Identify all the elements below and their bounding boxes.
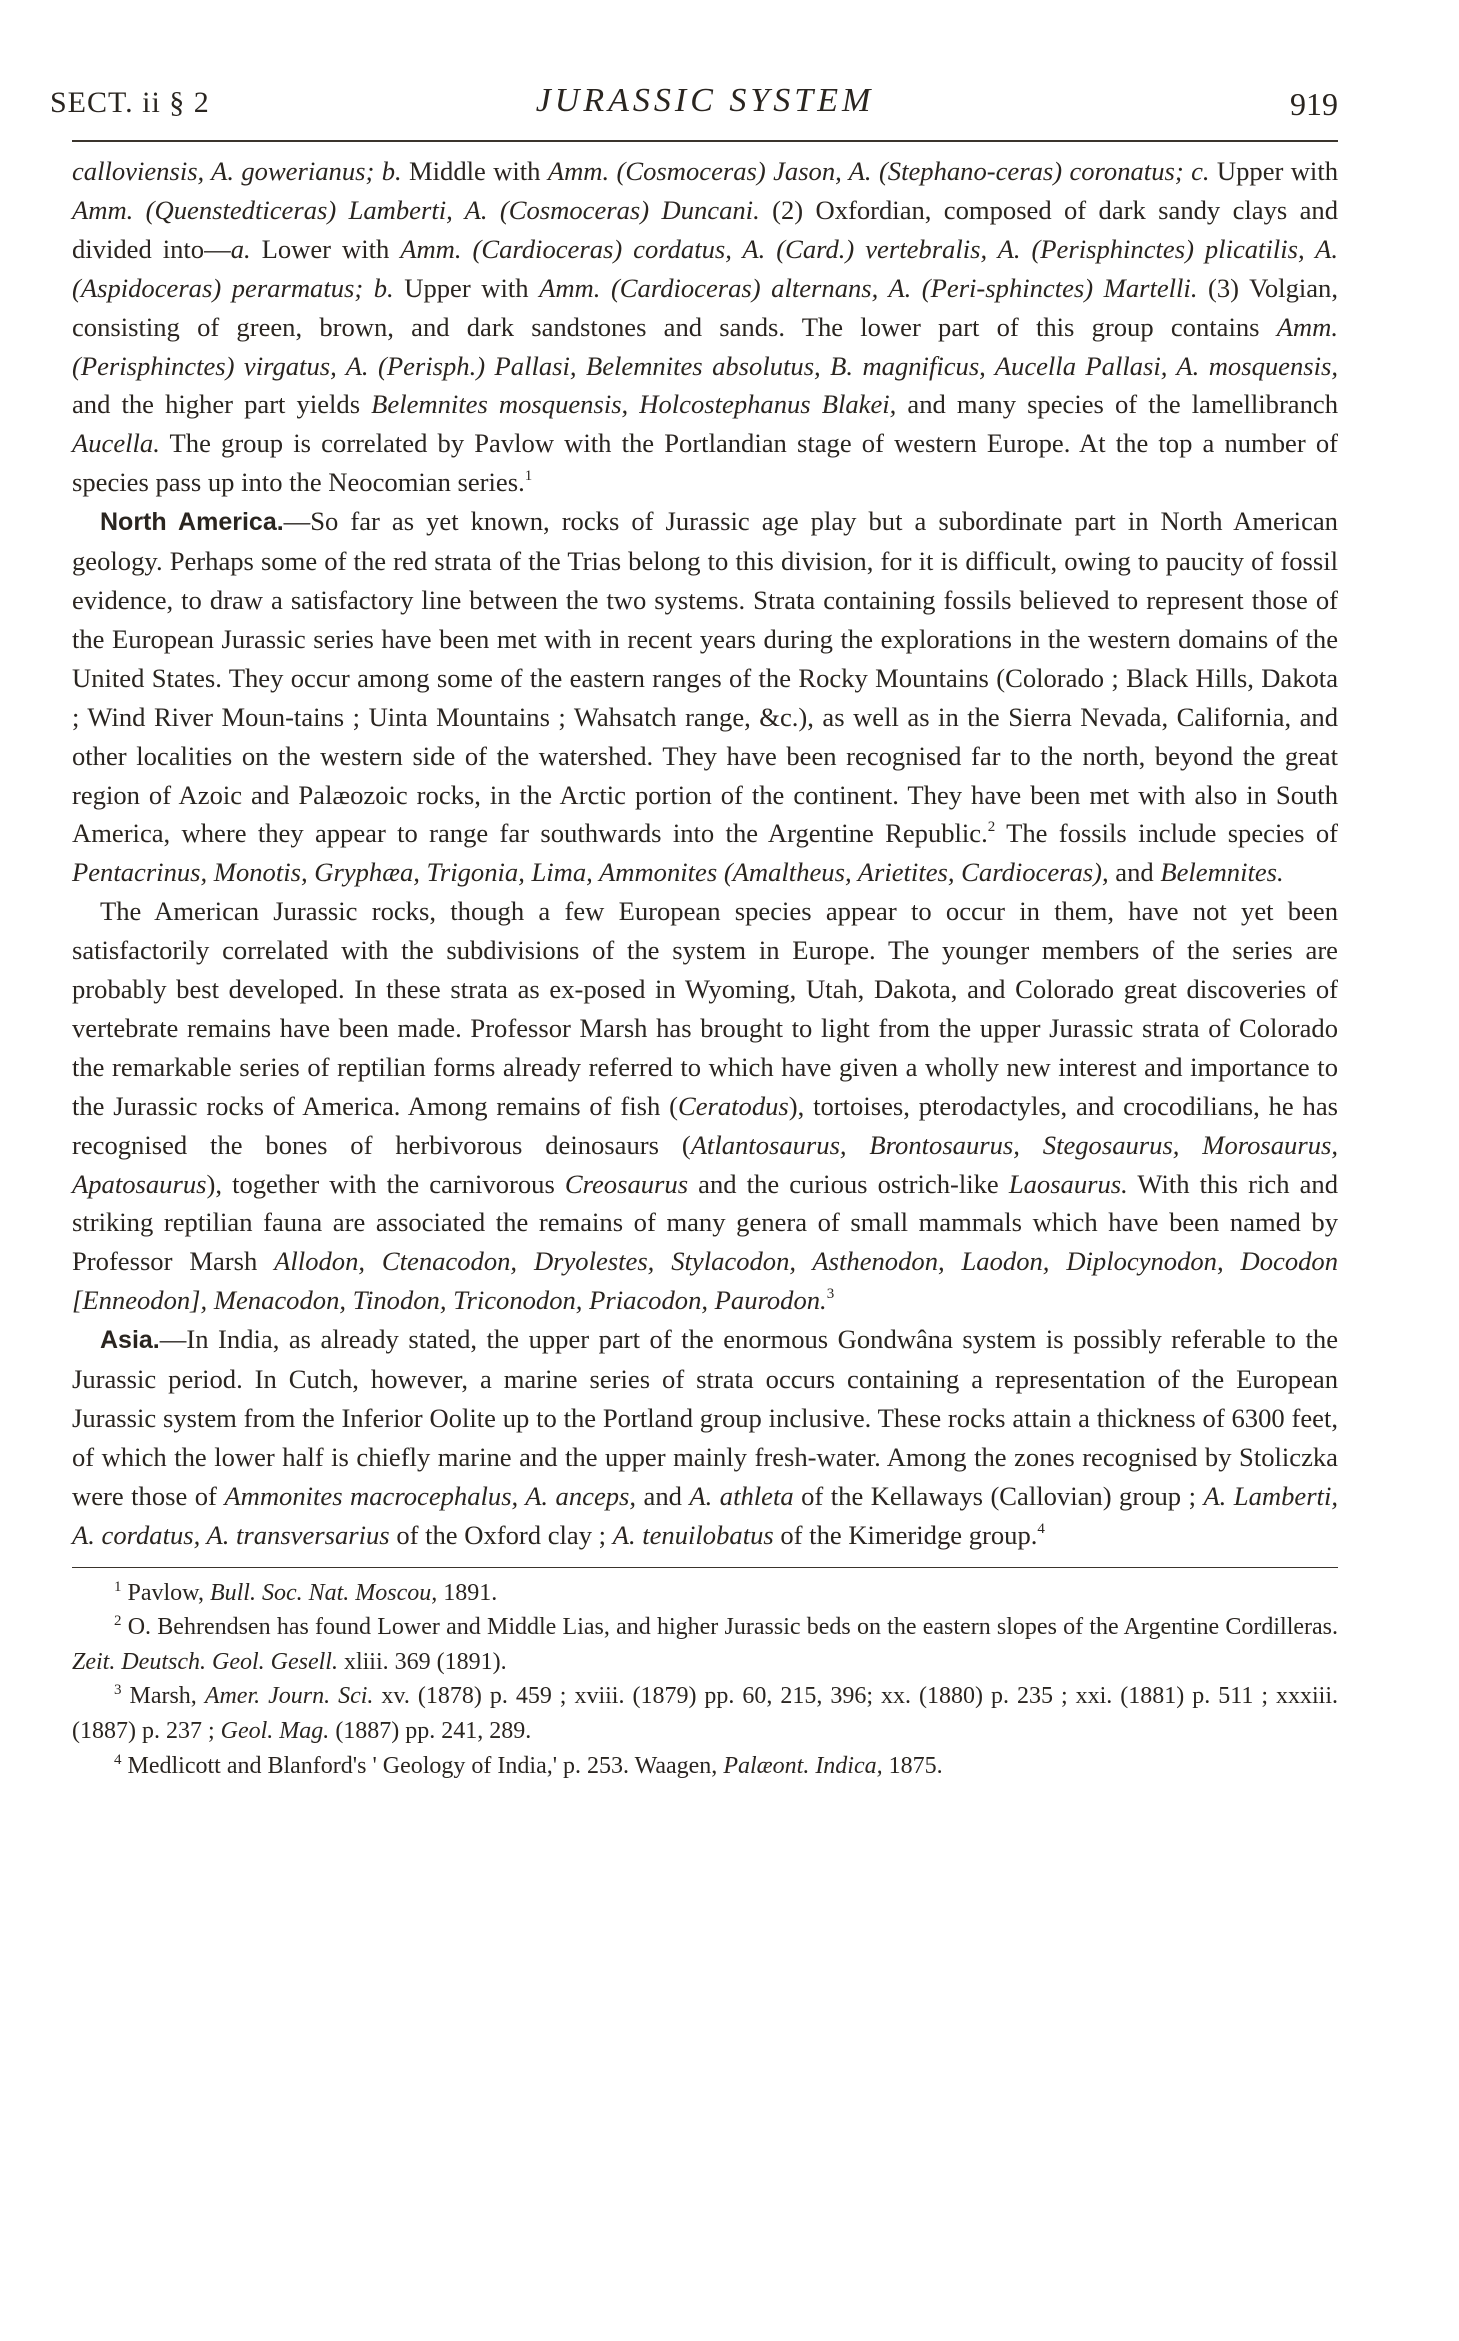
text-run: and the curious ostrich-like	[688, 1168, 1009, 1199]
italic-run: Creosaurus	[564, 1168, 689, 1199]
text-run: xliii. 369 (1891).	[337, 1648, 507, 1675]
text-run: Lower with	[250, 233, 401, 264]
italic-run: Amm. (Perisphinctes) virgatus, A. (Perisph.) Pallasi, Belemnites absolutus, B. magnificus, Aucella Pallasi, A. mosquensis,	[72, 311, 1338, 381]
italic-run: Allodon, Ctenacodon, Dryolestes, Stylacodon, Asthenodon, Laodon, Diplocynodon, Docodon [Enneodon], Menacodon, Tinodon, Triconodon, Priacodon, Paurodon.	[72, 1246, 1339, 1316]
footnote	[72, 1679, 1338, 1748]
text-run: —So far as yet known, rocks of Jurassic age play but a subordinate part in North American geology. Perhaps some of the red strata of the Trias belong to this division, for it is difficult, owing to paucity of fossil evidence, to draw a satisfactory line between the two systems. Strata containing fossils believed to represent those of the European Jurassic series have been met with in recent years during the explorations in the western domains of the United States. They occur among some of the eastern ranges of the Rocky Mountains (Colorado ; Black Hills, Dakota ; Wind River Moun-tains ; Uinta Mountains ; Wahsatch range, &c.), as well as in the Sierra Nevada, California, and other localities on the western side of the watershed. They have been recognised far to the north, beyond the great region of Azoic and Palæozoic rocks, in the Arctic portion of the continent. They have been met with also in South America, where they appear to range far southwards into the Argentine Republic.	[72, 506, 1338, 849]
paragraph	[72, 892, 1338, 1320]
italic-run: Bull. Soc. Nat. Moscou,	[209, 1579, 438, 1606]
text-run: and	[1108, 857, 1161, 888]
footnote-ref: 2	[987, 819, 996, 836]
italic-run: Laosaurus.	[1008, 1168, 1128, 1199]
footnote	[72, 1749, 1338, 1784]
italic-run: Amm. (Quenstedticeras) Lamberti, A. (Cosmoceras) Duncani.	[72, 194, 760, 225]
section-heading: Asia.	[100, 1326, 160, 1355]
footnote-ref: 3	[826, 1286, 835, 1303]
text-run: ), together with the carnivorous	[206, 1168, 565, 1199]
footnote-mark: 4	[114, 1751, 122, 1768]
paragraph	[72, 1320, 1338, 1554]
italic-run: Ceratodus	[677, 1090, 789, 1121]
text-run: xv. (1878) p. 459 ; xviii. (1879) pp. 60, 215, 396; xx. (1880) p. 235 ; xxi. (1881) p. 511 ; xxxiii. (1887) p. 237 ;	[72, 1683, 1339, 1744]
text-run: and the higher part yields	[72, 389, 372, 420]
italic-run: Aucella.	[72, 428, 160, 459]
text-run: With this rich and striking reptilian fauna are associated the remains of many genera of small mammals which have been named by Professor Marsh	[72, 1168, 1338, 1277]
body-text	[72, 152, 1338, 1555]
section-label: SECT. ii § 2	[50, 86, 210, 119]
text-run: Marsh,	[121, 1683, 205, 1710]
text-run: Upper with	[1209, 156, 1339, 186]
italic-run: calloviensis, A. gowerianus; b.	[72, 156, 402, 186]
footnote-mark: 2	[114, 1613, 122, 1630]
footnote	[72, 1576, 1338, 1611]
italic-run: Atlantosaurus, Brontosaurus, Stegosaurus, Morosaurus, Apatosaurus	[72, 1129, 1338, 1199]
text-run: The group is correlated by Pavlow with the Portlandian stage of western Europe. At the top a number of species pass up into the Neocomian series.	[72, 428, 1338, 498]
italic-run: A. tenuilobatus	[612, 1519, 774, 1550]
text-run: of the Oxford clay ;	[389, 1519, 613, 1550]
italic-run: Amm. (Cardioceras) cordatus, A. (Card.) vertebralis, A. (Perisphinctes) plicatilis, A. (Aspidoceras) perarmatus; b.	[72, 233, 1338, 303]
text-run: 1875.	[882, 1752, 943, 1779]
footnote	[72, 1610, 1338, 1679]
footnote-ref: 1	[524, 468, 533, 485]
italic-run: Ammonites macrocephalus, A. anceps,	[224, 1480, 637, 1511]
italic-run: Belemnites mosquensis, Holcostephanus Blakei,	[371, 389, 897, 420]
footnote-mark: 1	[114, 1578, 122, 1595]
text-run: of the Kellaways (Callovian) group ;	[793, 1480, 1204, 1511]
text-run: (3) Volgian, consisting of green, brown, and dark sandstones and sands. The lower part of this group contains	[72, 272, 1338, 342]
page-number: 919	[1290, 86, 1338, 122]
text-run: Middle with	[401, 156, 548, 186]
running-title: JURASSIC SYSTEM	[535, 82, 875, 119]
italic-run: a.	[230, 233, 251, 264]
text-run: of the Kimeridge group.	[773, 1519, 1038, 1550]
italic-run: Zeit. Deutsch. Geol. Gesell.	[72, 1648, 338, 1675]
italic-run: Amm. (Cardioceras) alternans, A. (Peri-sphinctes) Martelli.	[539, 272, 1198, 303]
italic-run: A. Lamberti, A. cordatus, A. transversarius	[72, 1480, 1338, 1550]
paragraph	[72, 502, 1338, 892]
text-run: ), tortoises, pterodactyles, and crocodilians, he has recognised the bones of herbivorous deinosaurs (	[72, 1090, 1338, 1160]
italic-run: Amer. Journ. Sci.	[204, 1683, 374, 1710]
header-rule	[72, 140, 1338, 142]
running-header	[50, 60, 1338, 122]
text-run: and	[636, 1480, 690, 1511]
text-run: The fossils include species of	[995, 818, 1338, 849]
text-run: Upper with	[393, 272, 540, 303]
footnotes	[72, 1576, 1338, 1784]
footnote-rule	[72, 1567, 1338, 1568]
text-run: —In India, as already stated, the upper part of the enormous Gondwâna system is possibly referable to the Jurassic period. In Cutch, however, a marine series of strata occurs containing a representation of the European Jurassic system from the Inferior Oolite up to the Portland group inclusive. These rocks attain a thickness of 6300 feet, of which the lower half is chiefly marine and the upper mainly fresh-water. Among the zones recognised by Stoliczka were those of	[72, 1324, 1338, 1511]
footnote-ref: 4	[1037, 1520, 1045, 1537]
page	[50, 60, 1339, 1783]
footnote-mark: 3	[114, 1682, 122, 1699]
text-run: The American Jurassic rocks, though a few European species appear to occur in them, have not yet been satisfactorily correlated with the subdivisions of the system in Europe. The younger members of the series are probably best developed. In these strata as ex-posed in Wyoming, Utah, Dakota, and Colorado great discoveries of vertebrate remains have been made. Professor Marsh has brought to light from the upper Jurassic strata of Colorado the remarkable series of reptilian forms already referred to which have given a wholly new interest and importance to the Jurassic rocks of America. Among remains of fish (	[72, 896, 1338, 1121]
italic-run: Palæont. Indica,	[723, 1752, 883, 1779]
italic-run: Geol. Mag.	[220, 1718, 330, 1744]
text-run: 1891.	[437, 1579, 498, 1606]
italic-run: Pentacrinus, Monotis, Gryphæa, Trigonia, Lima, Ammonites (Amaltheus, Arietites, Cardioceras),	[72, 857, 1109, 888]
text-run: O. Behrendsen has found Lower and Middle Lias, and higher Jurassic beds on the eastern slopes of the Argentine Cordilleras.	[121, 1614, 1338, 1641]
text-run: and many species of the lamellibranch	[896, 389, 1338, 420]
italic-run: A. athleta	[689, 1480, 794, 1511]
text-run: Pavlow,	[121, 1579, 210, 1606]
text-run: (1887) pp. 241, 289.	[329, 1718, 532, 1744]
text-run: (2) Oxfordian, composed of dark sandy clays and divided into—	[72, 194, 1339, 264]
paragraph	[72, 152, 1338, 502]
section-heading: North America.	[100, 508, 284, 537]
italic-run: Amm. (Cosmoceras) Jason, A. (Stephano-ceras) coronatus; c.	[547, 156, 1210, 186]
text-run: Medlicott and Blanford's ' Geology of India,' p. 253. Waagen,	[121, 1752, 724, 1779]
italic-run: Belemnites.	[1160, 857, 1284, 888]
